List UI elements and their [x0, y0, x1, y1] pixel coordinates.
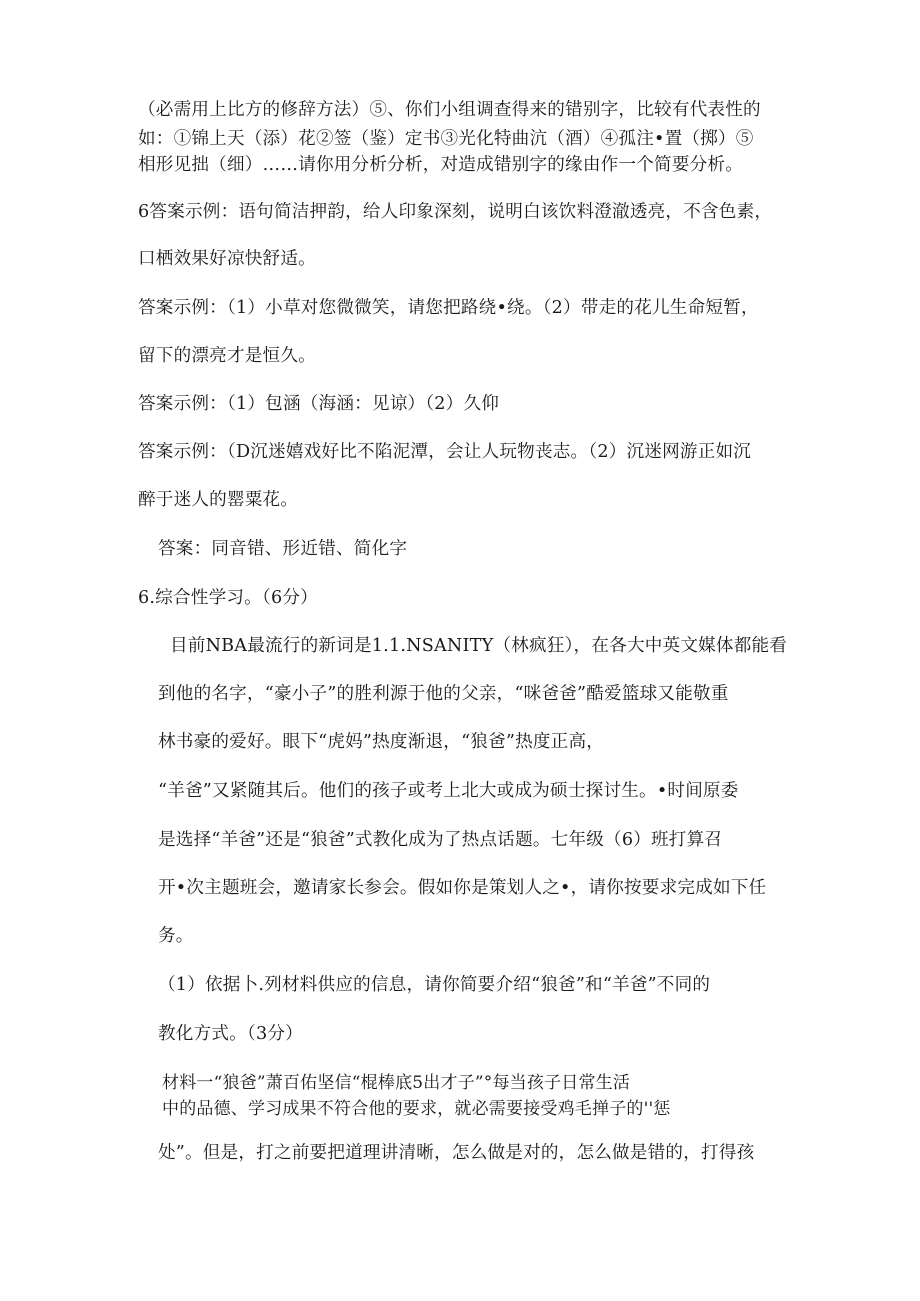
answer-6-line-1: 6答案示例：语句简洁押韵，给人印象深刻，说明白该饮料澄澈透亮，不含色素， [138, 202, 773, 222]
sub-question-1-line-2: 教化方式。（3分） [158, 1024, 303, 1044]
answer-example-3-line-1: 答案示例：（D沉迷嬉戏好比不陷泥潭，会让人玩物丧志。（2）沉迷网游正如沉 [138, 442, 752, 462]
passage-line-2: 到他的名字，“豪小子”的胜利源于他的父亲，“咪爸爸”酷爱篮球又能敬重 [158, 684, 729, 704]
answer-example-1-line-2: 留下的漂亮才是恒久。 [138, 346, 316, 366]
answer-example-1-line-1: 答案示例：（1）小草对您微微笑，请您把路绕•绕。（2）带走的花儿生命短暂， [138, 298, 759, 318]
material-1-line-2: 中的品德、学习成果不符合他的要求，就必需要接受鸡毛掸子的''惩 [162, 1099, 671, 1119]
question-6-heading: 6.综合性学习。（6分） [138, 588, 318, 608]
passage-line-6: 开•次主题班会，邀请家长参会。假如你是策划人之•，请你按要求完成如下任 [158, 878, 767, 898]
passage-line-7: 务。 [158, 926, 194, 946]
passage-line-4: “羊爸”又紧随其后。他们的孩子或考上北大或成为硕士探讨生。•时间原委 [158, 781, 739, 801]
material-1-line-3: 处”。但是，打之前要把道理讲清晰，怎么做是对的，怎么做是错的，打得孩 [158, 1143, 755, 1163]
sub-question-1-line-1: （1）依据卜.列材料供应的信息，请你简要介绍“狼爸”和“羊爸”不同的 [158, 975, 711, 995]
text-line-3: 相形见拙（细）……请你用分析分析，对造成错别字的缘由作一个简要分析。 [138, 155, 743, 175]
passage-line-1: 目前NBA最流行的新词是1.1.NSANITY（林疯狂），在各大中英文媒体都能看 [170, 636, 788, 656]
text-line-2: 如：①锦上天（添）花②签（鉴）定书③光化特曲沆（酒）④孤注•置（掷）⑤ [138, 129, 754, 149]
answer-summary: 答案：同音错、形近错、简化字 [158, 539, 408, 559]
answer-example-3-line-2: 醉于迷人的罂粟花。 [138, 490, 299, 510]
answer-6-line-2: 口栖效果好凉快舒适。 [138, 249, 316, 269]
material-1-line-1: 材料一“狼爸”萧百佑坚信“棍棒底5出才子”°每当孩子日常生活 [162, 1073, 631, 1093]
passage-line-5: 是选择“羊爸”还是“狼爸”式教化成为了热点话题。七年级（6）班打算召 [158, 830, 723, 850]
passage-line-3: 林书豪的爱好。眼下“虎妈”热度渐退，“狼爸”热度正高， [158, 732, 605, 752]
text-line-1: （必需用上比方的修辞方法）⑤、你们小组调查得来的错别字，比较有代表性的 [138, 100, 761, 120]
answer-example-2: 答案示例：（1）包涵（海涵：见谅）（2）久仰 [138, 394, 500, 414]
